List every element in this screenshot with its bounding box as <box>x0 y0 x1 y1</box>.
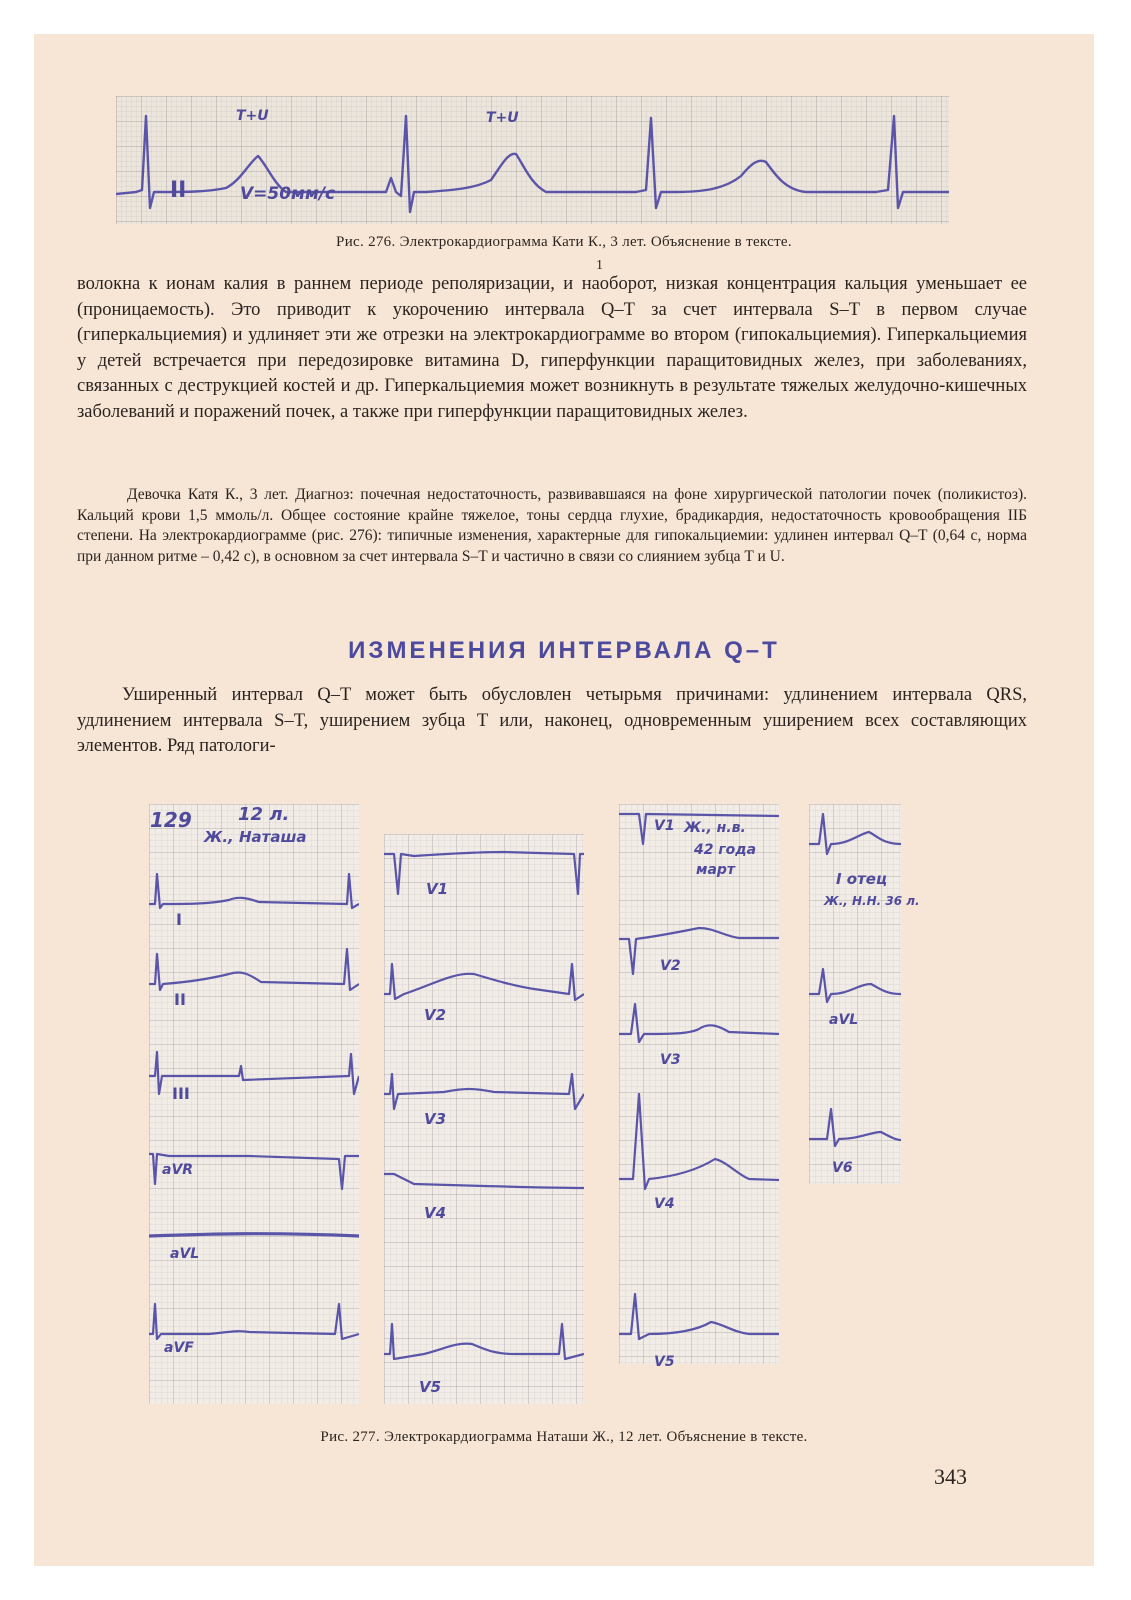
figure-277-caption: Рис. 277. Электрокардиограмма Наташи Ж., 12 лет. Объяснение в тексте. <box>320 1429 808 1445</box>
figure-276-caption: Рис. 276. Электрокардиограмма Кати К., 3 лет. Объяснение в тексте. <box>336 234 792 250</box>
lead-label-col1-1: I <box>176 910 182 929</box>
lead-label-col2-4: V4 <box>424 1204 447 1222</box>
ecg-strip-column-3 <box>619 804 779 1364</box>
lead-label-col1-3: III <box>172 1084 190 1103</box>
lead-label-col2-3: V3 <box>424 1110 447 1128</box>
lead-label-col1-5: aVL <box>170 1246 200 1262</box>
lead-label-col4-2: V6 <box>832 1160 853 1176</box>
patient-note-father-initials: Ж., Н.Н. 36 л. <box>824 894 920 908</box>
lead-label-col3-5: V5 <box>654 1354 675 1370</box>
lead-label-col3-4: V4 <box>654 1196 675 1212</box>
patient-note-name: Ж., Наташа <box>204 828 307 846</box>
lead-label-col2-5: V5 <box>419 1378 442 1396</box>
ecg-strip-column-1 <box>149 804 359 1404</box>
ecg-strip-column-2 <box>384 834 584 1404</box>
section-heading: ИЗМЕНЕНИЯ ИНТЕРВАЛА Q–T <box>348 637 780 664</box>
patient-note-age: 12 л. <box>238 804 290 825</box>
lead-label-col4-1: aVL <box>829 1012 859 1028</box>
lead-label-col2-2: V2 <box>424 1006 447 1024</box>
ecg-strip-column-4 <box>809 804 901 1184</box>
lead-label-ii: II <box>170 178 187 203</box>
paragraph-calcium: волокна к ионам калия в раннем периоде реполяризации, и наоборот, низкая концентрация кальция уменьшает ее (проницаемость). Это приводит к укорочению интервала Q–T за счет интервала S–T в первом случае (гиперкальциемия) и удлиняет эти же отрезки на электрокардиограмме во втором (гипокальциемия). Гиперкальциемия у детей встречается при передозировке витамина D, гиперфункции паращитовидных желез, при заболеваниях, связанных с деструкцией костей и др. Гиперкальциемия может возникнуть в результате тяжелых желудочно-кишечных заболеваний и поражений почек, а также при гиперфункции паращитовидных желез. <box>77 274 1027 422</box>
patient-note-father-age: 42 года <box>694 842 757 858</box>
lead-label-col1-2: II <box>174 990 186 1009</box>
lead-label-col1-6: aVF <box>164 1340 194 1356</box>
patient-note-month: март <box>696 862 736 878</box>
book-page <box>34 34 1094 1566</box>
patient-note-number: 129 <box>150 808 192 832</box>
lead-label-col3-1: V1 <box>654 818 675 834</box>
ecg-figure-277 <box>134 794 1014 1414</box>
lead-label-col3-3: V3 <box>660 1052 681 1068</box>
patient-note-father-label: I отец <box>836 870 888 888</box>
page-number: 343 <box>934 1464 967 1489</box>
t-u-label-2: T+U <box>486 110 519 126</box>
paper-speed-label: V=50мм/с <box>240 184 336 204</box>
paragraph-qt-widening: Уширенный интервал Q–T может быть обусловлен четырьмя причинами: удлинением интервала QRS, удлинением интервала S–T, уширением зубца T или, наконец, одновременным уширением всех составляющих элементов. Ряд патологи- <box>77 685 1027 757</box>
patient-note-father-name: Ж., н.в. <box>684 820 746 836</box>
lead-label-col2-1: V1 <box>426 880 449 898</box>
case-description: Девочка Катя К., 3 лет. Диагноз: почечная недостаточность, развивавшаяся на фоне хирургической патологии почек (поликистоз). Кальций крови 1,5 ммоль/л. Общее состояние крайне тяжелое, тоны сердца глухие, брадикардия, недостаточность кровообращения IIБ степени. На электрокардиограмме (рис. 276): типичные изменения, характерные для гипокальциемии: удлинен интервал Q–T (0,64 с, норма при данном ритме – 0,42 с), в основном за счет интервала S–T и частично в связи со слиянием зубца T и U. <box>77 486 1027 565</box>
t-u-label-1: T+U <box>236 108 269 124</box>
ecg-figure-276 <box>116 96 949 224</box>
lead-label-col3-2: V2 <box>660 958 681 974</box>
margin-mark: 1 <box>596 258 603 273</box>
lead-label-col1-4: aVR <box>162 1162 194 1178</box>
